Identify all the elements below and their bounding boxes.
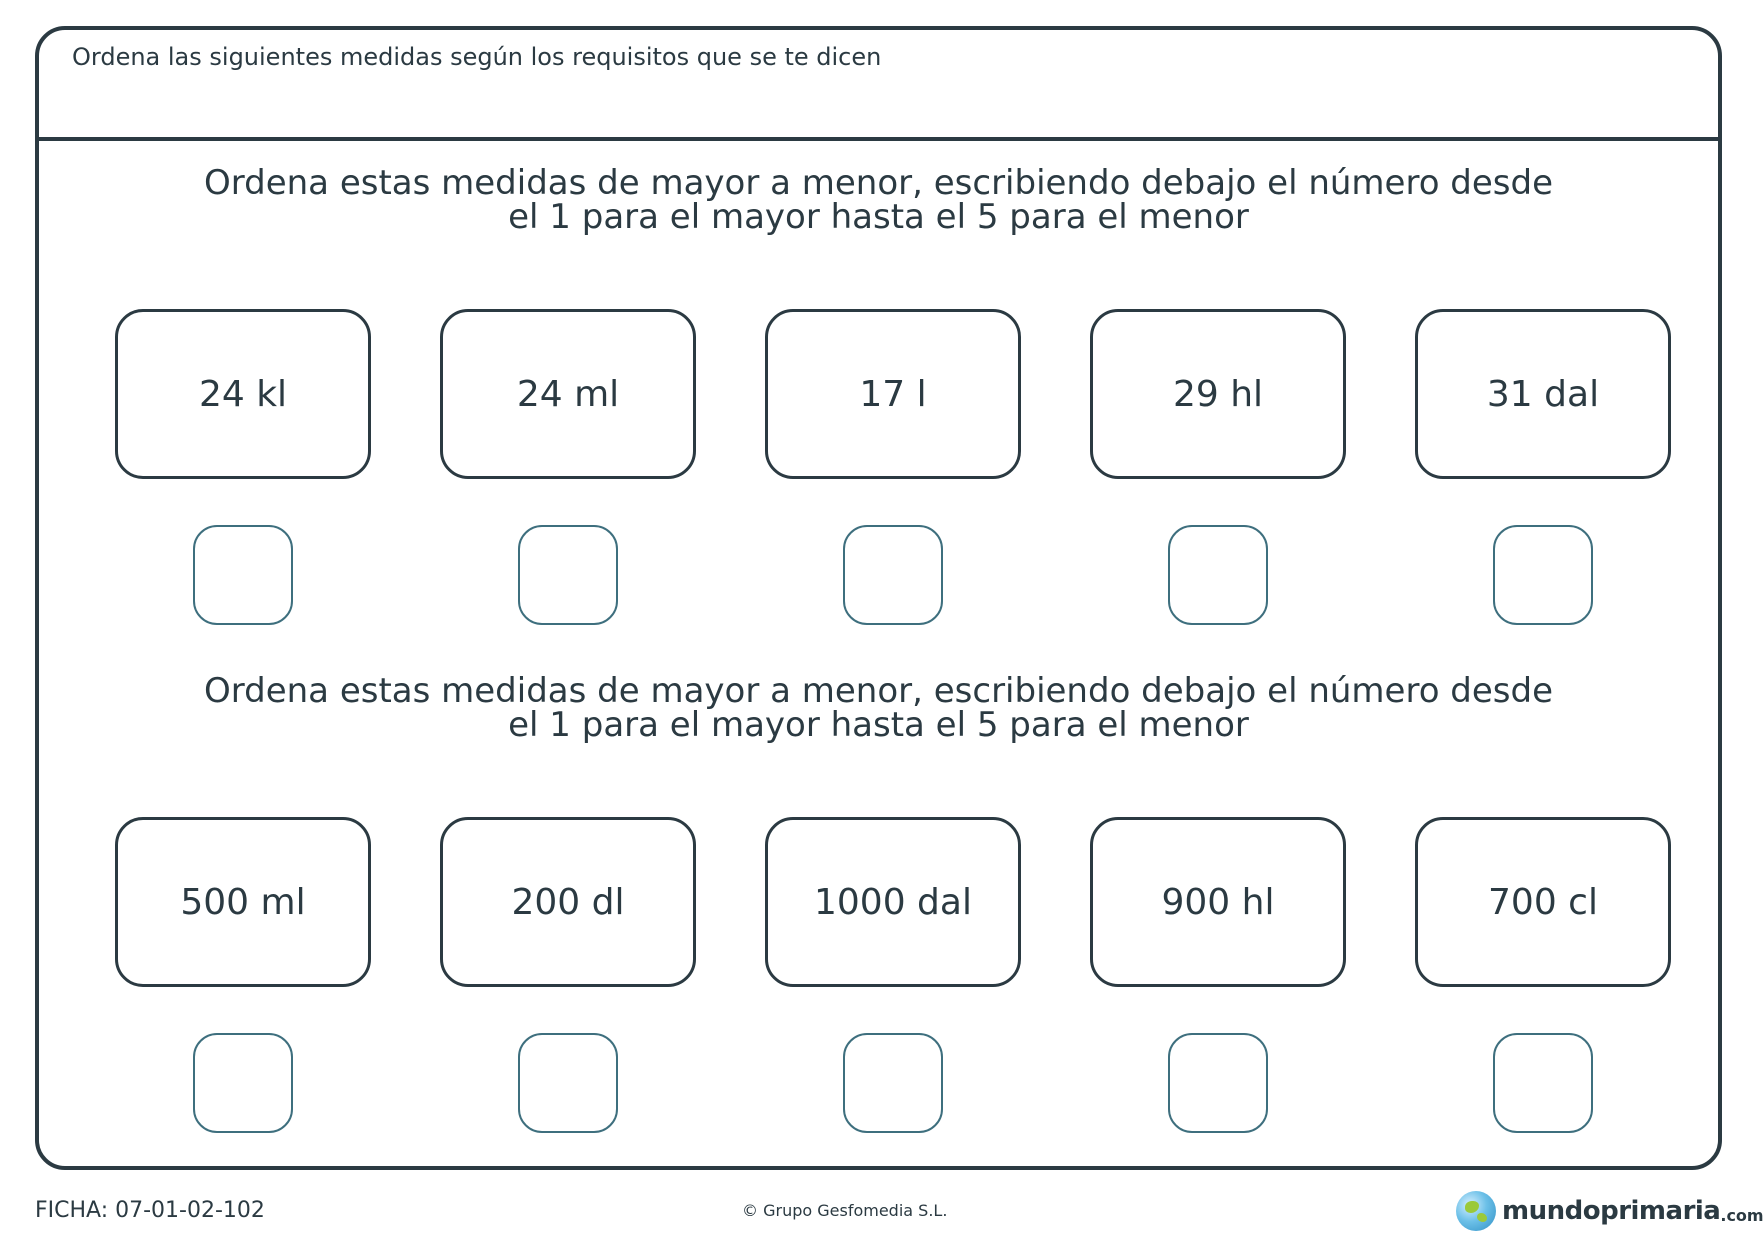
exercise-2-item-5	[1415, 817, 1671, 1127]
measure-box: 1000 dal	[765, 817, 1021, 987]
mundoprimaria-logo[interactable]	[1456, 1190, 1764, 1232]
measure-box: 700 cl	[1415, 817, 1671, 987]
exercise-1-instruction-line2: el 1 para el mayor hasta el 5 para el menor	[508, 197, 1249, 237]
answer-box[interactable]	[843, 1033, 943, 1133]
exercise-2-item-4	[1090, 817, 1346, 1127]
header-instruction: Ordena las siguientes medidas según los requisitos que se te dicen	[72, 43, 882, 71]
measure-box: 17 l	[765, 309, 1021, 479]
answer-box[interactable]	[193, 525, 293, 625]
measure-box: 29 hl	[1090, 309, 1346, 479]
answer-box[interactable]	[843, 525, 943, 625]
worksheet-header	[39, 30, 1718, 141]
logo-main-text: mundoprimaria	[1502, 1196, 1721, 1226]
answer-box[interactable]	[518, 525, 618, 625]
exercise-2-instruction-line1: Ordena estas medidas de mayor a menor, escribiendo debajo el número desde	[203, 671, 1554, 711]
exercise-1-instruction-line1: Ordena estas medidas de mayor a menor, escribiendo debajo el número desde	[203, 163, 1554, 203]
answer-box[interactable]	[1493, 1033, 1593, 1133]
exercise-2-instruction-line2: el 1 para el mayor hasta el 5 para el menor	[508, 705, 1249, 745]
answer-box[interactable]	[193, 1033, 293, 1133]
exercise-1-item-3	[765, 309, 1021, 619]
exercise-1-item-5	[1415, 309, 1671, 619]
answer-box[interactable]	[1493, 525, 1593, 625]
exercise-2-item-1	[115, 817, 371, 1127]
copyright-text: © Grupo Gesfomedia S.L.	[742, 1201, 948, 1220]
answer-box[interactable]	[1168, 1033, 1268, 1133]
ficha-code: FICHA: 07-01-02-102	[35, 1198, 265, 1223]
measure-box: 24 kl	[115, 309, 371, 479]
exercise-1-instruction	[39, 163, 1718, 237]
measure-box: 900 hl	[1090, 817, 1346, 987]
answer-box[interactable]	[1168, 525, 1268, 625]
exercise-1-row	[39, 309, 1718, 619]
measure-box: 31 dal	[1415, 309, 1671, 479]
measure-box: 200 dl	[440, 817, 696, 987]
exercise-2-item-2	[440, 817, 696, 1127]
measure-box: 24 ml	[440, 309, 696, 479]
measure-box: 500 ml	[115, 817, 371, 987]
exercise-1-item-4	[1090, 309, 1346, 619]
exercise-2-item-3	[765, 817, 1021, 1127]
globe-icon	[1456, 1191, 1496, 1231]
exercise-1-item-2	[440, 309, 696, 619]
exercise-2-row	[39, 817, 1718, 1127]
exercise-1-item-1	[115, 309, 371, 619]
worksheet-frame	[35, 26, 1722, 1170]
exercise-2-instruction	[39, 671, 1718, 745]
logo-tld-text: .com	[1720, 1205, 1764, 1225]
answer-box[interactable]	[518, 1033, 618, 1133]
